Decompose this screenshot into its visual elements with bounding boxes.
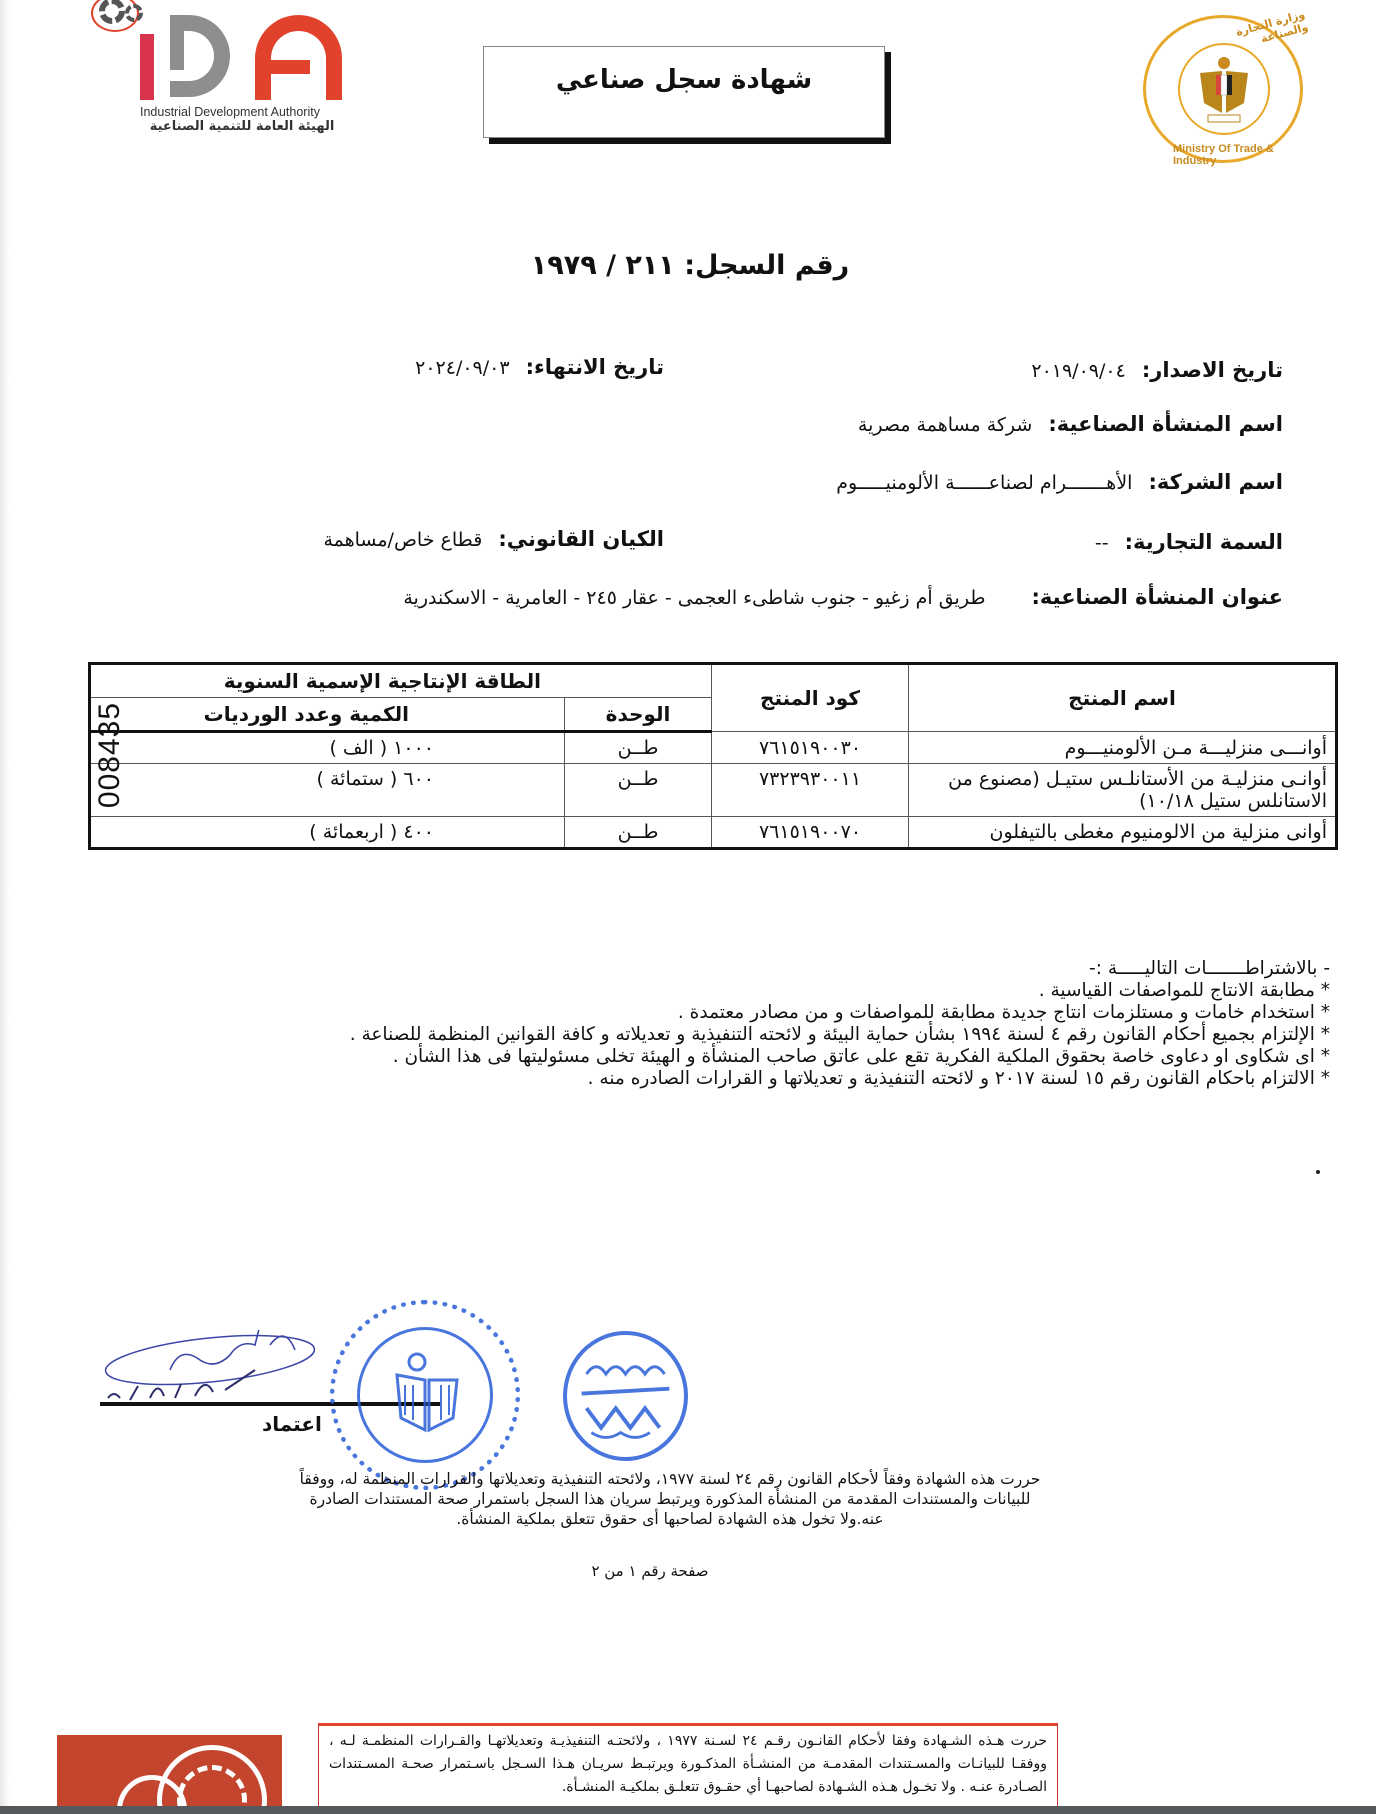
facility-name-label: اسم المنشأة الصناعية: bbox=[1048, 412, 1283, 436]
legal-note-line: حررت هذه الشهادة وفقاً لأحكام القانون رقم ٢٤ لسنة ١٩٧٧، ولائحته التنفيذية وتعديلاتها والقرارات المنظمة له، ووفقاً bbox=[299, 1470, 1041, 1488]
company-name-label: اسم الشركة: bbox=[1148, 470, 1283, 494]
header-unit: الوحدة bbox=[565, 698, 712, 732]
table-row bbox=[90, 817, 1337, 849]
eagle-emblem-icon bbox=[1198, 53, 1250, 125]
legal-entity bbox=[323, 527, 664, 551]
ida-logo bbox=[95, 0, 345, 140]
product-unit: طــن bbox=[565, 732, 712, 764]
expiry-date bbox=[415, 355, 664, 379]
header-product-name: اسم المنتج bbox=[909, 664, 1337, 732]
legal-note bbox=[230, 1469, 1110, 1529]
official-stamp-eagle bbox=[330, 1300, 520, 1490]
facility-address-value: طريق أم زغيو - جنوب شاطىء العجمى - عقار ٢٤٥ - العامرية - الاسكندرية bbox=[403, 587, 986, 609]
header-capacity-group: الطاقة الإنتاجية الإسمية السنوية bbox=[90, 664, 712, 698]
stamp-eagle-icon bbox=[387, 1350, 467, 1440]
bottom-bar bbox=[0, 1806, 1376, 1814]
condition-item: * الالتزام باحكام القانون رقم ١٥ لسنة ٢٠١٧ و لائحته التنفيذية و تعديلاتها و القرارات الصادره منه . bbox=[587, 1068, 1330, 1089]
product-name: أوانـــى منزليـــة مـن الألومنيـــوم bbox=[909, 732, 1337, 764]
ida-letters bbox=[140, 12, 345, 100]
ministry-name-ar: وزارة التجارة والصناعة bbox=[1234, 7, 1310, 46]
handwritten-signature bbox=[100, 1330, 340, 1410]
footer-note: حررت هـذه الشـهادة وفقا لأحكام القانـون رقـم ٢٤ لسـنة ١٩٧٧ ، ولائحتـه التنفيذيـة وتعديلاتهـا والقـرارات المنظمـة لـه ، ووفقـا للبيانـات والمسـتندات المقدمـة من المنشـأة المذكـورة ويرتبـط سريـان هـذا السـجل باسـتمرار صحـة المسـتندات الصـادرة عنـه . ولا تخـول هـذه الشـهادة لصاحبهـا أي حقـوق تتعلـق بملكيـة المنشـأة. bbox=[318, 1723, 1058, 1814]
legal-entity-label: الكيان القانوني: bbox=[498, 527, 664, 551]
products-table bbox=[88, 662, 1338, 850]
product-code: ٧٣٢٣٩٣٠٠١١ bbox=[712, 764, 909, 817]
stray-mark bbox=[1316, 1170, 1320, 1174]
table-header-row bbox=[90, 664, 1337, 698]
facility-address bbox=[403, 585, 1283, 609]
product-quantity: ١٠٠٠ ( الف ) bbox=[90, 732, 565, 764]
table-row bbox=[90, 764, 1337, 817]
trade-name-value: -- bbox=[1094, 532, 1109, 554]
header-product-code: كود المنتج bbox=[712, 664, 909, 732]
product-name: أوانـى منزليـة من الأستانلـس ستيـل (مصنوع من الاستانلس ستيل ١٠/١٨) bbox=[909, 764, 1337, 817]
ida-letter-a bbox=[255, 15, 342, 100]
ida-letter-i bbox=[140, 34, 154, 100]
table-row bbox=[90, 732, 1337, 764]
legal-note-line: للبيانات والمستندات المقدمة من المنشأة المذكورة ويرتبط سريان هذا السجل باستمرار صحة المستندات الصادرة bbox=[309, 1490, 1031, 1508]
condition-item: * اى شكاوى او دعاوى خاصة بحقوق الملكية الفكرية تقع على عاتق صاحب المنشأة و الهيئة تخلى مسئوليتها فى هذا الشأن . bbox=[392, 1046, 1330, 1067]
product-name: أوانى منزلية من الالومنيوم مغطى بالتيفلون bbox=[909, 817, 1337, 849]
condition-item: * مطابقة الانتاج للمواصفات القياسية . bbox=[1038, 980, 1330, 1001]
registry-value: ٢١١ / ١٩٧٩ bbox=[530, 250, 675, 281]
company-name bbox=[836, 470, 1283, 494]
registry-number bbox=[420, 250, 960, 281]
ministry-name-en: Ministry Of Trade & Industry bbox=[1173, 143, 1274, 167]
serial-number bbox=[90, 668, 130, 838]
ida-name-ar: الهيئة العامة للتنمية الصناعية bbox=[149, 119, 335, 134]
product-code: ٧٦١٥١٩٠٠٧٠ bbox=[712, 817, 909, 849]
product-quantity: ٤٠٠ ( اربعمائة ) bbox=[90, 817, 565, 849]
issue-date-value: ٢٠١٩/٠٩/٠٤ bbox=[1031, 360, 1126, 382]
trade-name-label: السمة التجارية: bbox=[1124, 530, 1283, 554]
facility-name-value: شركة مساهمة مصرية bbox=[857, 414, 1033, 436]
product-code: ٧٦١٥١٩٠٠٣٠ bbox=[712, 732, 909, 764]
ida-letter-d-bowl bbox=[170, 15, 230, 97]
page-number: صفحة رقم ١ من ٢ bbox=[591, 1562, 709, 1580]
header-quantity: الكمية وعدد الورديات bbox=[90, 698, 565, 732]
legal-entity-value: قطاع خاص/مساهمة bbox=[323, 529, 483, 551]
product-quantity: ٦٠٠ ( ستمائة ) bbox=[90, 764, 565, 817]
issue-date bbox=[1031, 358, 1283, 382]
condition-item: * الإلتزام بجميع أحكام القانون رقم ٤ لسنة ١٩٩٤ بشأن حماية البيئة و لائحته التنفيذية و تعديلاته و كافة القوانين المنظمة للصناعة . bbox=[349, 1024, 1330, 1045]
product-unit: طــن bbox=[565, 764, 712, 817]
official-stamp-round bbox=[563, 1331, 688, 1461]
serial-number-value: 008435 bbox=[93, 701, 126, 809]
title-box bbox=[483, 46, 885, 138]
trade-name bbox=[1095, 530, 1283, 554]
ministry-seal bbox=[1143, 7, 1310, 167]
stamp-ornament-icon bbox=[567, 1335, 684, 1457]
ida-letter-a-bar bbox=[255, 60, 310, 74]
facility-address-label: عنوان المنشأة الصناعية: bbox=[1031, 585, 1283, 609]
registry-label: رقم السجل: bbox=[684, 250, 850, 281]
product-unit: طــن bbox=[565, 817, 712, 849]
company-name-value: الأهـــــــرام لصناعــــــة الألومنيـــــوم bbox=[836, 472, 1133, 494]
condition-item: * استخدام خامات و مستلزمات انتاج جديدة مطابقة للمواصفات و من مصادر معتمدة . bbox=[677, 1002, 1330, 1023]
conditions-intro: - بالاشتراطـــــــات التاليـــــة :- bbox=[1089, 958, 1330, 979]
approval-label: اعتماد bbox=[262, 1412, 322, 1436]
footer-ida-logo bbox=[57, 1735, 282, 1814]
expiry-date-label: تاريخ الانتهاء: bbox=[525, 355, 664, 379]
ida-name-en: Industrial Development Authority bbox=[140, 105, 320, 119]
conditions-list bbox=[100, 958, 1330, 1090]
scan-edge bbox=[0, 0, 10, 1814]
legal-note-line: عنه.ولا تخول هذه الشهادة لصاحبها أى حقوق تتعلق بملكية المنشأة. bbox=[456, 1510, 884, 1528]
page-title: شهادة سجل صناعي bbox=[555, 65, 813, 95]
issue-date-label: تاريخ الاصدار: bbox=[1141, 358, 1283, 382]
expiry-date-value: ٢٠٢٤/٠٩/٠٣ bbox=[415, 357, 510, 379]
facility-name bbox=[858, 412, 1283, 436]
